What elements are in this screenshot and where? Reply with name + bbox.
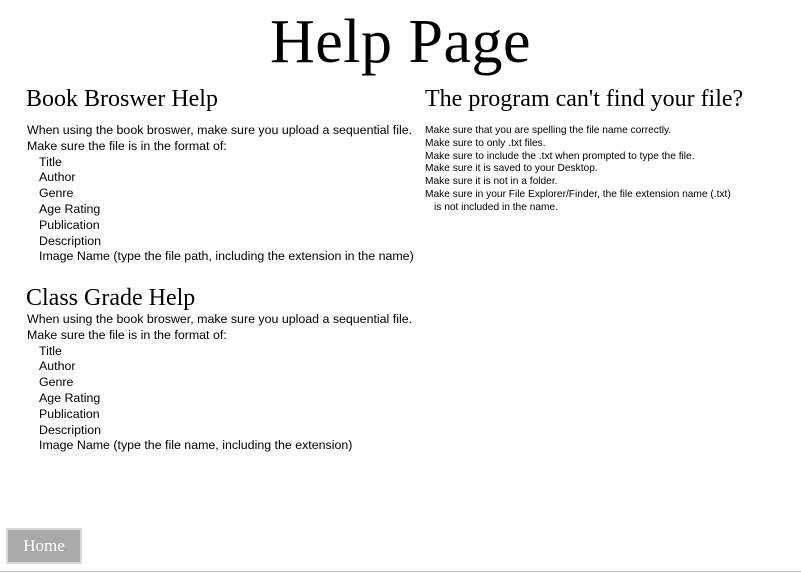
format-field: Genre — [39, 375, 74, 390]
intro-line: When using the book broswer, make sure you upload a sequential file. — [27, 123, 413, 137]
format-field: Age Rating — [39, 390, 101, 405]
format-field: Title — [39, 343, 62, 358]
format-field: Author — [39, 170, 76, 185]
format-field: Publication — [39, 406, 100, 421]
format-field: Image Name (type the file path, including the extension in the name) — [39, 249, 414, 264]
format-field: Age Rating — [39, 201, 101, 216]
intro-line: When using the book broswer, make sure you upload a sequential file. — [27, 312, 413, 326]
intro-line: Make sure the file is in the format of: — [27, 327, 227, 342]
file-not-found-help-body — [425, 125, 731, 215]
page-title: Help Page — [269, 8, 532, 76]
tip-line: Make sure that you are spelling the file name correctly. — [425, 125, 672, 136]
tip-line: Make sure it is saved to your Desktop. — [425, 163, 598, 175]
home-button[interactable]: Home — [6, 528, 82, 564]
book-browser-help-body — [27, 123, 414, 265]
format-field: Description — [39, 233, 101, 248]
tip-line: Make sure to include the .txt when prompted to type the file. — [425, 150, 695, 162]
format-field: Title — [39, 154, 62, 169]
format-field: Image Name (type the file name, including the extension) — [39, 438, 353, 453]
bottom-divider — [0, 571, 801, 572]
class-grade-help-title: Class Grade Help — [26, 285, 196, 311]
tip-line: Make sure it is not in a folder. — [425, 176, 558, 188]
format-field: Genre — [39, 186, 74, 201]
file-not-found-help-title: The program can't find your file? — [425, 86, 744, 112]
class-grade-help-body — [27, 312, 412, 454]
tip-line: Make sure in your File Explorer/Finder, the file extension name (.txt) — [425, 188, 731, 200]
tip-line: Make sure to only .txt files. — [425, 137, 546, 149]
intro-line: Make sure the file is in the format of: — [27, 138, 227, 153]
format-field: Publication — [39, 217, 100, 232]
tip-line-continuation: is not included in the name. — [434, 201, 559, 213]
book-browser-help-title: Book Broswer Help — [26, 86, 218, 112]
format-field: Description — [39, 422, 101, 437]
format-field: Author — [39, 359, 76, 374]
